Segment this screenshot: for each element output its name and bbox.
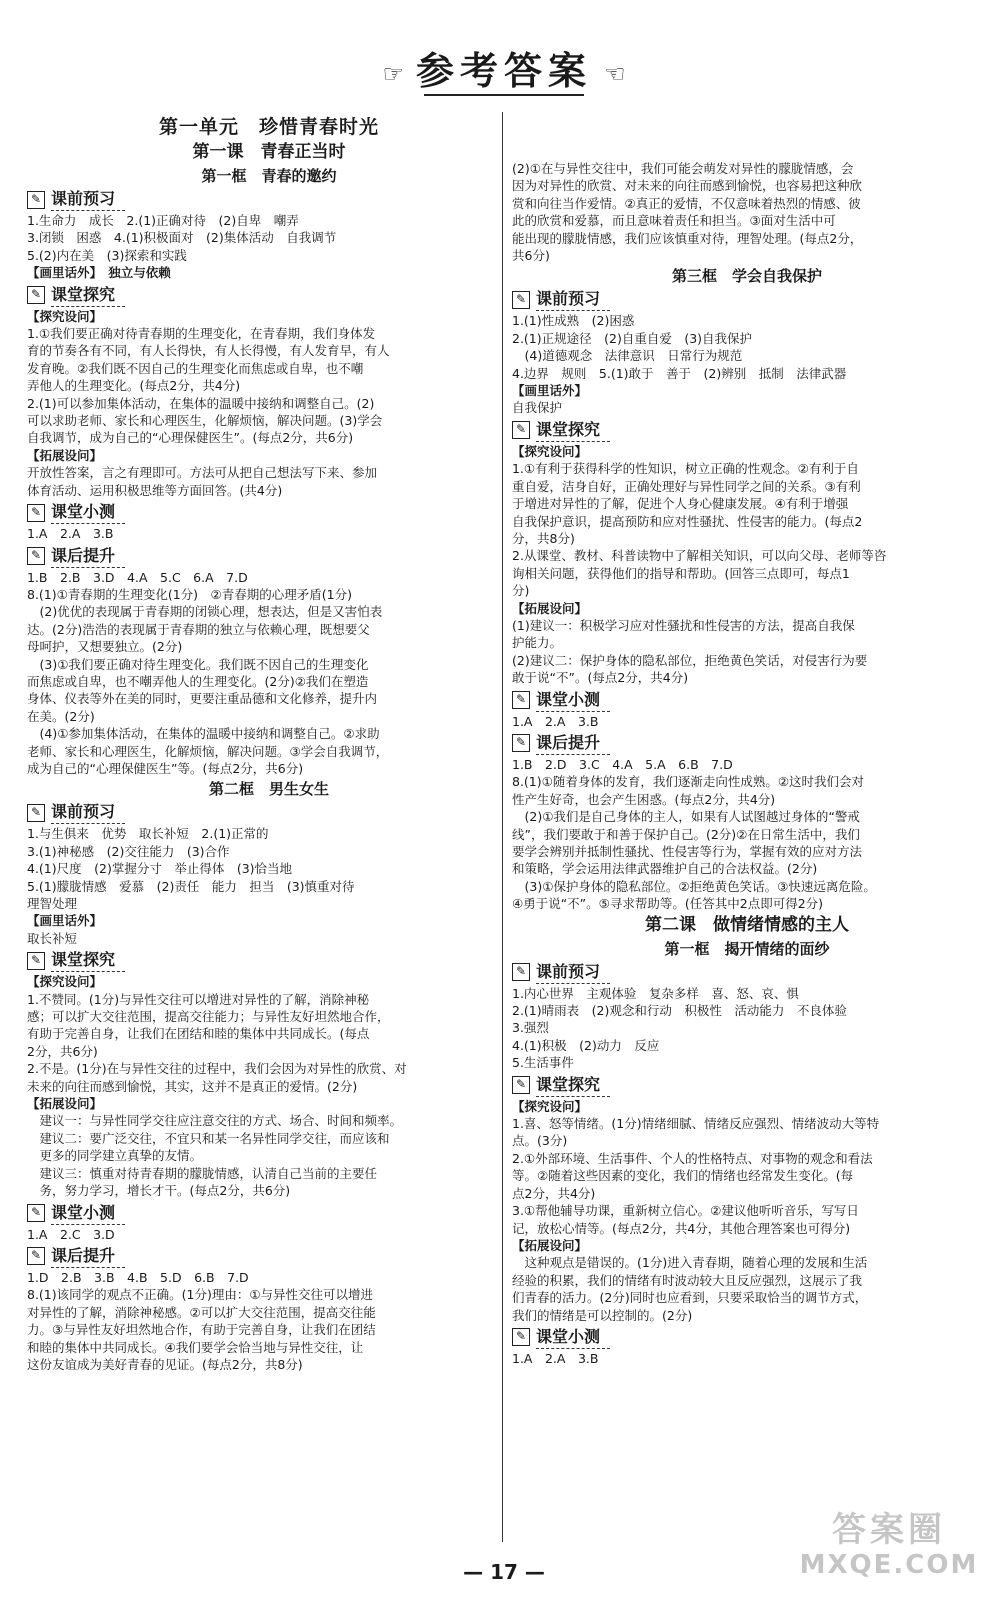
answer-line: 1.①有利于获得科学的性知识，树立正确的性观念。②有利于自 xyxy=(512,461,859,477)
answer-line: 点2分，共4分) xyxy=(512,1185,596,1201)
watermark xyxy=(794,1510,984,1582)
answer-line: 线”，我们要敢于和善于保护自己。(2分)②在日常生活中，我们 xyxy=(512,826,860,842)
pen-square-icon: ✎ xyxy=(512,691,530,709)
pen-square-icon: ✎ xyxy=(27,504,45,522)
answer-line: 【探究设问】 xyxy=(512,443,588,459)
answer-line: 3.闭锁 困惑 4.(1)积极面对 (2)集体活动 自我调节 xyxy=(27,230,337,246)
pointing-hand-right-icon: ☞ xyxy=(382,59,404,88)
answer-line: (4)道德观念 法律意识 日常行为规范 xyxy=(512,348,743,364)
answer-line: 【画里话外】 xyxy=(27,913,103,929)
answer-line: 达。(2分)浩浩的表现属于青春期的独立与依赖心理，既想要父 xyxy=(27,621,370,637)
answer-line: 母呵护，又想要独立。(2分) xyxy=(27,639,183,655)
answer-line: 和睦的集体中共同成长。④我们要学会恰当地与异性交往，让 xyxy=(27,1339,364,1355)
answer-line: 2.从课堂、教材、科普读物中了解相关知识，可以向父母、老师等咨 xyxy=(512,548,887,564)
answer-line: 身体、仪表等外在美的同时，更要注重品德和文化修养，提升内 xyxy=(27,691,378,707)
answer-line: 务，努力学习，增长才干。(每点2分，共6分) xyxy=(27,1183,291,1199)
answer-line: 因为对异性的欣赏、对未来的向往而感到愉悦，也容易把这种欣 xyxy=(512,178,863,194)
answer-line: 1.B 2.B 3.D 4.A 5.C 6.A 7.D xyxy=(27,569,248,585)
answer-line: 要学会辨别并抵制性骚扰、性侵害等行为，掌握有效的应对方法 xyxy=(512,844,863,859)
answer-line: 力。③与异性友好坦然地合作，有助于完善自身，让我们在团结 xyxy=(27,1322,376,1338)
section-heading xyxy=(27,1202,511,1225)
answer-line: 【拓展设问】 xyxy=(512,1237,588,1253)
answer-line: 1.生命力 成长 2.(1)正确对待 (2)自卑 嘲弄 xyxy=(27,213,299,228)
answer-line: 1.不赞同。(1分)与异性交往可以增进对异性的了解，消除神秘 xyxy=(27,991,370,1007)
section-heading-label: 课堂探究 xyxy=(536,419,610,442)
pen-square-icon: ✎ xyxy=(512,963,530,981)
right-column xyxy=(512,160,982,1367)
pen-square-icon: ✎ xyxy=(27,804,45,822)
answer-line: 记，放松心情等。(每点2分，共4分，其他合理答案也可得分) xyxy=(512,1220,851,1236)
section-heading-label: 课堂探究 xyxy=(536,1074,610,1097)
answer-line: 1.A 2.C 3.D xyxy=(27,1226,115,1242)
answer-line: (4)①参加集体活动，在集体的温暖中接纳和调整自己。②求助 xyxy=(27,726,380,742)
answer-line: 体育活动、运用积极思维等方面回答。(共4分) xyxy=(27,482,283,498)
answer-line: 发育晚。②我们既不因自己的生理变化而焦虑或自卑，也不嘲 xyxy=(27,360,364,376)
answer-line: 1.A 2.A 3.B xyxy=(27,526,114,542)
answer-line: 自我保护意识，提高预防和应对性骚扰、性侵害的能力。(每点2 xyxy=(512,513,863,529)
answer-line: 等。②随着这些因素的变化，我们的情绪也经常发生变化。(每 xyxy=(512,1168,854,1184)
answer-line: (1)建议一：积极学习应对性骚扰和性侵害的方法，提高自我保 xyxy=(512,617,855,633)
section-heading-label: 课后提升 xyxy=(51,1245,125,1268)
answer-line: 经验的积累，我们的情绪有时波动较大且反应强烈，这展示了我 xyxy=(512,1272,863,1288)
answer-line: 4.边界 规则 5.(1)敢于 善于 (2)辨别 抵制 法律武器 xyxy=(512,365,847,381)
answer-line: 敢于说“不”。(每点2分，共4分) xyxy=(512,670,689,686)
answer-line: 在美。(2分) xyxy=(27,708,95,724)
answer-line: 3.(1)神秘感 (2)交往能力 (3)合作 xyxy=(27,843,230,859)
answer-line: 5.(2)内在美 (3)探索和实践 xyxy=(27,247,187,263)
section-heading xyxy=(512,732,982,755)
answer-line: 1.喜、怒等情绪。(1分)情绪细腻、情绪反应强烈、情绪波动大等特 xyxy=(512,1116,880,1132)
answer-line: 1.与生俱来 优势 取长补短 2.(1)正常的 xyxy=(27,826,269,842)
answer-line: 而焦虑或自卑，也不嘲弄他人的生理变化。(2分)②我们在塑造 xyxy=(27,673,369,689)
answer-line: 赏和向往当作爱情。②真正的爱情，不仅意味着热烈的情感、彼 xyxy=(512,195,861,211)
answer-line: 3.强烈 xyxy=(512,1020,549,1036)
section-heading xyxy=(27,188,511,211)
answer-line: 【探究设问】 xyxy=(27,308,103,324)
answer-line: 2.不是。(1分)在与异性交往的过程中，我们会因为对异性的欣赏、对 xyxy=(27,1061,407,1077)
title-underline xyxy=(424,94,584,96)
answer-line: 询相关问题，获得他们的指导和帮助。(回答三点即可，每点1 xyxy=(512,565,850,581)
answer-line: 【画里话外】 独立与依赖 xyxy=(27,265,171,281)
answer-line: (2)优优的表现属于青春期的闭锁心理，想表达，但是又害怕表 xyxy=(27,604,383,620)
answer-line: 2.(1)正规途径 (2)自重自爱 (3)自我保护 xyxy=(512,330,753,346)
answer-line: 5.(1)朦胧情感 爱慕 (2)责任 能力 担当 (3)慎重对待 xyxy=(27,878,355,894)
pointing-hand-left-icon: ☜ xyxy=(604,59,626,88)
section-heading xyxy=(512,288,982,311)
section-heading xyxy=(27,1245,511,1268)
answer-line: 1.①我们要正确对待青春期的生理变化，在青春期，我们身体发 xyxy=(27,326,376,342)
section-heading xyxy=(512,961,982,984)
answer-line: 2.(1)可以参加集体活动，在集体的温暖中接纳和调整自己。(2) xyxy=(27,395,375,411)
lesson-heading: 第二课 做情绪情感的主人 xyxy=(645,914,849,935)
section-heading-label: 课堂小测 xyxy=(51,1202,125,1225)
answer-line: 取长补短 xyxy=(27,930,78,946)
section-heading xyxy=(27,949,511,972)
answer-line: 我们的情绪是可以控制的。(2分) xyxy=(512,1307,693,1323)
answer-line: 育的节奏各有不同，有人长得快，有人长得慢，有人发育早，有人 xyxy=(27,343,390,359)
answer-line: 【拓展设问】 xyxy=(27,1096,103,1112)
section-heading-label: 课堂小测 xyxy=(536,689,610,712)
section-heading-label: 课堂探究 xyxy=(51,284,125,307)
frame-heading: 第一框 青春的邀约 xyxy=(201,167,337,185)
pen-square-icon: ✎ xyxy=(27,952,45,970)
answer-line: (2)建议二：保护身体的隐私部位，拒绝黄色笑话，对侵害行为要 xyxy=(512,652,868,668)
answer-line: 开放性答案，言之有理即可。方法可从把自己想法写下来、参加 xyxy=(27,465,378,481)
section-heading xyxy=(27,801,511,824)
answer-line: 8.(1)①随着身体的发育，我们逐渐走向性成熟。②这时我们会对 xyxy=(512,774,865,790)
answer-line: 1.B 2.D 3.C 4.A 5.A 6.B 7.D xyxy=(512,756,733,772)
answer-line: 弄他人的生理变化。(每点2分，共4分) xyxy=(27,378,241,394)
answer-line: 3.①帮他辅导功课，重新树立信心。②建议他听听音乐，写写日 xyxy=(512,1203,859,1219)
answer-line: 性产生好奇，也会产生困惑。(每点2分，共4分) xyxy=(512,791,776,807)
answer-line: 建议三：慎重对待青春期的朦胧情感，认清自己当前的主要任 xyxy=(27,1165,378,1181)
frame-heading: 第三框 学会自我保护 xyxy=(671,267,822,286)
lesson-heading: 第一课 青春正当时 xyxy=(192,142,346,162)
answer-line: 成为自己的“心理保健医生”等。(每点2分，共6分) xyxy=(27,760,304,776)
answer-line: (2)①在与异性交往中，我们可能会萌发对异性的朦胧情感，会 xyxy=(512,161,854,176)
answer-line: (3)①我们要正确对待生理变化。我们既不因自己的生理变化 xyxy=(27,656,369,672)
answer-line: 1.(1)性成熟 (2)困惑 xyxy=(512,313,635,329)
answer-line: 8.(1)该同学的观点不正确。(1分)理由：①与异性交往可以增进 xyxy=(27,1287,374,1303)
answer-line: 【画里话外】 xyxy=(512,383,588,399)
section-heading xyxy=(512,419,982,442)
answer-line: 2分，共6分) xyxy=(27,1043,98,1059)
section-heading-label: 课前预习 xyxy=(51,188,125,211)
section-heading-label: 课前预习 xyxy=(536,961,610,984)
answer-line: 5.生活事件 xyxy=(512,1055,574,1071)
answer-line: 1.A 2.A 3.B xyxy=(512,1350,599,1366)
answer-line: 分) xyxy=(512,583,530,599)
section-heading-label: 课后提升 xyxy=(51,545,125,568)
answer-line: 1.D 2.B 3.B 4.B 5.D 6.B 7.D xyxy=(27,1269,249,1285)
section-heading xyxy=(27,545,511,568)
answer-line: 有助于完善自身，让我们在团结和睦的集体中共同成长。(每点 xyxy=(27,1026,370,1042)
answer-line: 2.①外部环境、生活事件、个人的性格特点、对事物的观念和看法 xyxy=(512,1150,873,1166)
answer-line: 可以求助老师、家长和心理医生，化解烦恼，解决问题。(3)学会 xyxy=(27,413,383,429)
pen-square-icon: ✎ xyxy=(27,191,45,209)
answer-line: 这份友谊成为美好青春的见证。(每点2分，共8分) xyxy=(27,1356,303,1372)
answer-line: 能出现的朦胧情感，我们应该慎重对待，理智处理。(每点2分， xyxy=(512,230,863,246)
page-title xyxy=(0,40,1008,95)
answer-line: 分，共8分) xyxy=(512,530,575,546)
answer-line: 2.(1)晴雨表 (2)观念和行动 积极性 活动能力 不良体验 xyxy=(512,1003,847,1019)
answer-line: 4.(1)积极 (2)动力 反应 xyxy=(512,1037,660,1053)
section-heading xyxy=(512,689,982,712)
pen-square-icon: ✎ xyxy=(512,1076,530,1094)
answer-line: 感；可以扩大交往范围，提高交往能力；与异性友好坦然地合作， xyxy=(27,1009,390,1025)
answer-line: 【探究设问】 xyxy=(27,974,103,990)
answer-line: 自我调节，成为自己的“心理保健医生”。(每点2分，共6分) xyxy=(27,430,354,446)
answer-line: 4.(1)尺度 (2)掌握分寸 举止得体 (3)恰当地 xyxy=(27,861,293,877)
answer-line: 理智处理 xyxy=(27,896,78,911)
answer-line: 和策略，学会运用法律武器维护自己的合法权益。(2分) xyxy=(512,861,818,877)
watermark-line1: 答案圈 xyxy=(832,1510,946,1550)
answer-line: (2)①我们是自己身体的主人，如果有人试图越过身体的“警戒 xyxy=(512,809,860,825)
page-title-text: 参考答案 xyxy=(415,49,592,93)
section-heading-label: 课堂小测 xyxy=(536,1326,610,1349)
answer-line: 【探究设问】 xyxy=(512,1098,588,1114)
section-heading-label: 课前预习 xyxy=(51,801,125,824)
section-heading-label: 课堂探究 xyxy=(51,949,125,972)
pen-square-icon: ✎ xyxy=(512,1328,530,1346)
answer-line: 未来的向往而感到愉悦，其实，这并不是真正的爱情。(2分) xyxy=(27,1078,358,1094)
answer-line: 这种观点是错误的。(1分)进入青春期，随着心理的发展和生活 xyxy=(512,1255,868,1271)
pen-square-icon: ✎ xyxy=(27,286,45,304)
answer-line: 自我保护 xyxy=(512,400,563,416)
answer-line: 们青春的活力。(2分)同时也应看到，只要采取恰当的调节方式， xyxy=(512,1290,868,1306)
section-heading xyxy=(512,1326,982,1349)
pen-square-icon: ✎ xyxy=(27,547,45,565)
answer-line: 老师、家长和心理医生，化解烦恼，解决问题。③学会自我调节， xyxy=(27,743,389,759)
section-heading-label: 课前预习 xyxy=(536,288,610,311)
left-column xyxy=(27,114,511,1373)
pen-square-icon: ✎ xyxy=(512,421,530,439)
section-heading-label: 课堂小测 xyxy=(51,501,125,524)
watermark-line2: MXQE.COM xyxy=(799,1550,979,1580)
section-heading-label: 课后提升 xyxy=(536,732,610,755)
answer-line: 1.内心世界 主观体验 复杂多样 喜、怒、哀、惧 xyxy=(512,985,799,1001)
answer-line: 建议一：与异性同学交往应注意交往的方式、场合、时间和频率。 xyxy=(27,1113,403,1129)
answer-line: 8.(1)①青春期的生理变化(1分) ②青春期的心理矛盾(1分) xyxy=(27,586,352,602)
answer-line: (3)①保护身体的隐私部位。②拒绝黄色笑话。③快速远离危险。 xyxy=(512,878,876,894)
frame-heading: 第二框 男生女生 xyxy=(208,780,329,799)
answer-line: 更多的同学建立真挚的友情。 xyxy=(27,1148,203,1164)
unit-heading: 第一单元 珍惜青春时光 xyxy=(158,116,379,138)
answer-line: 1.A 2.A 3.B xyxy=(512,713,599,729)
answer-line: 重自爱，洁身自好，正确处理好与异性同学之间的关系。③有利 xyxy=(512,478,861,494)
answer-line: 对异性的了解，消除神秘感。②可以扩大交往范围，提高交往能 xyxy=(27,1304,376,1320)
pen-square-icon: ✎ xyxy=(27,1247,45,1265)
page-number: — 17 — xyxy=(463,1560,545,1584)
section-heading xyxy=(27,501,511,524)
answer-line: 建议二：要广泛交往，不宜只和某一名异性同学交往，而应该和 xyxy=(27,1130,390,1146)
pen-square-icon: ✎ xyxy=(512,291,530,309)
pen-square-icon: ✎ xyxy=(27,1204,45,1222)
frame-heading: 第一框 揭开情绪的面纱 xyxy=(664,939,830,958)
section-heading xyxy=(27,284,511,307)
section-heading xyxy=(512,1074,982,1097)
pen-square-icon: ✎ xyxy=(512,734,530,752)
answer-line: 于增进对异性的了解，促进个人身心健康发展。④有利于增强 xyxy=(512,496,849,512)
answer-line: 【拓展设问】 xyxy=(512,600,588,616)
answer-line: 护能力。 xyxy=(512,635,563,651)
answer-line: 点。(3分) xyxy=(512,1133,568,1149)
answer-line: ④勇于说“不”。⑤寻求帮助等。(任答其中2点即可得2分) xyxy=(512,896,824,912)
answer-line: 此的欣赏和爱慕，而且意味着责任和担当。③面对生活中可 xyxy=(512,213,836,229)
answer-line: 共6分) xyxy=(512,248,550,264)
answer-line: 【拓展设问】 xyxy=(27,447,103,463)
